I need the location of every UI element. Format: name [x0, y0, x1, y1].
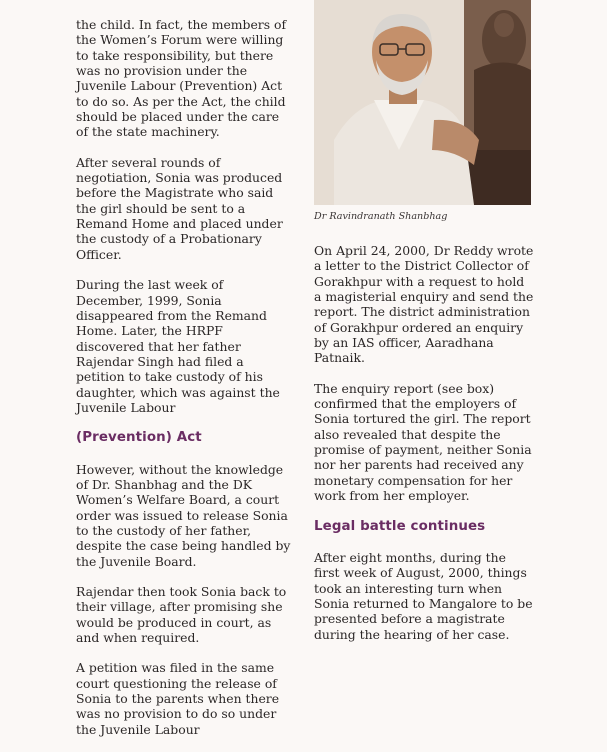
right-column — [314, 243, 534, 657]
paragraph: However, without the knowledge of Dr. Shanbhag and the DK Women’s Welfare Board, a court order was issued to release Sonia to the custody of her father, despite the case being handled by the Juvenile Board. — [76, 461, 291, 569]
paragraph: After several rounds of negotiation, Sonia was produced before the Magistrate who said the girl should be sent to a Remand Home and placed under the custody of a Probationary Officer. — [76, 154, 283, 262]
portrait-photo — [314, 0, 531, 205]
section-heading: (Prevention) Act — [76, 430, 202, 446]
paragraph: The enquiry report (see box) confirmed that the employers of Sonia tortured the girl. The report also revealed that despite the promise of payment, neither Sonia nor her parents had received any monetary compensation for her work from her employer. — [314, 380, 532, 504]
left-column — [76, 17, 294, 752]
photo-caption: Dr Ravindranath Shanbhag — [314, 211, 448, 222]
paragraph: A petition was filed in the same court questioning the release of Sonia to the parents when there was no provision to do so under the Juvenile Labour — [76, 660, 280, 737]
paragraph: Rajendar then took Sonia back to their village, after promising she would be produced in court, as and when required. — [76, 584, 287, 646]
portrait-illustration — [314, 0, 531, 205]
paragraph: the child. In fact, the members of the Women’s Forum were willing to take responsibility, but there was no provision under the Juvenile Labour (Prevention) Act to do so. As per the Act, the child should be placed under the care of the state machinery. — [76, 17, 287, 140]
paragraph: During the last week of December, 1999, Sonia disappeared from the Remand Home. Later, the HRPF discovered that her father Rajendar Singh had filed a petition to take custody of his daughter, which was against the Juvenile Labour — [76, 277, 280, 415]
paragraph: After eight months, during the first week of August, 2000, things took an interesting turn when Sonia returned to Mangalore to be presented before a magistrate during the hearing of her case. — [314, 549, 533, 642]
section-heading: Legal battle continues — [314, 518, 486, 534]
paragraph: On April 24, 2000, Dr Reddy wrote a letter to the District Collector of Gorakhpur with a request to hold a magisterial enquiry and send the report. The district administration of Gorakhpur ordered an enquiry by an IAS officer, Aaradhana Patnaik. — [314, 243, 534, 366]
